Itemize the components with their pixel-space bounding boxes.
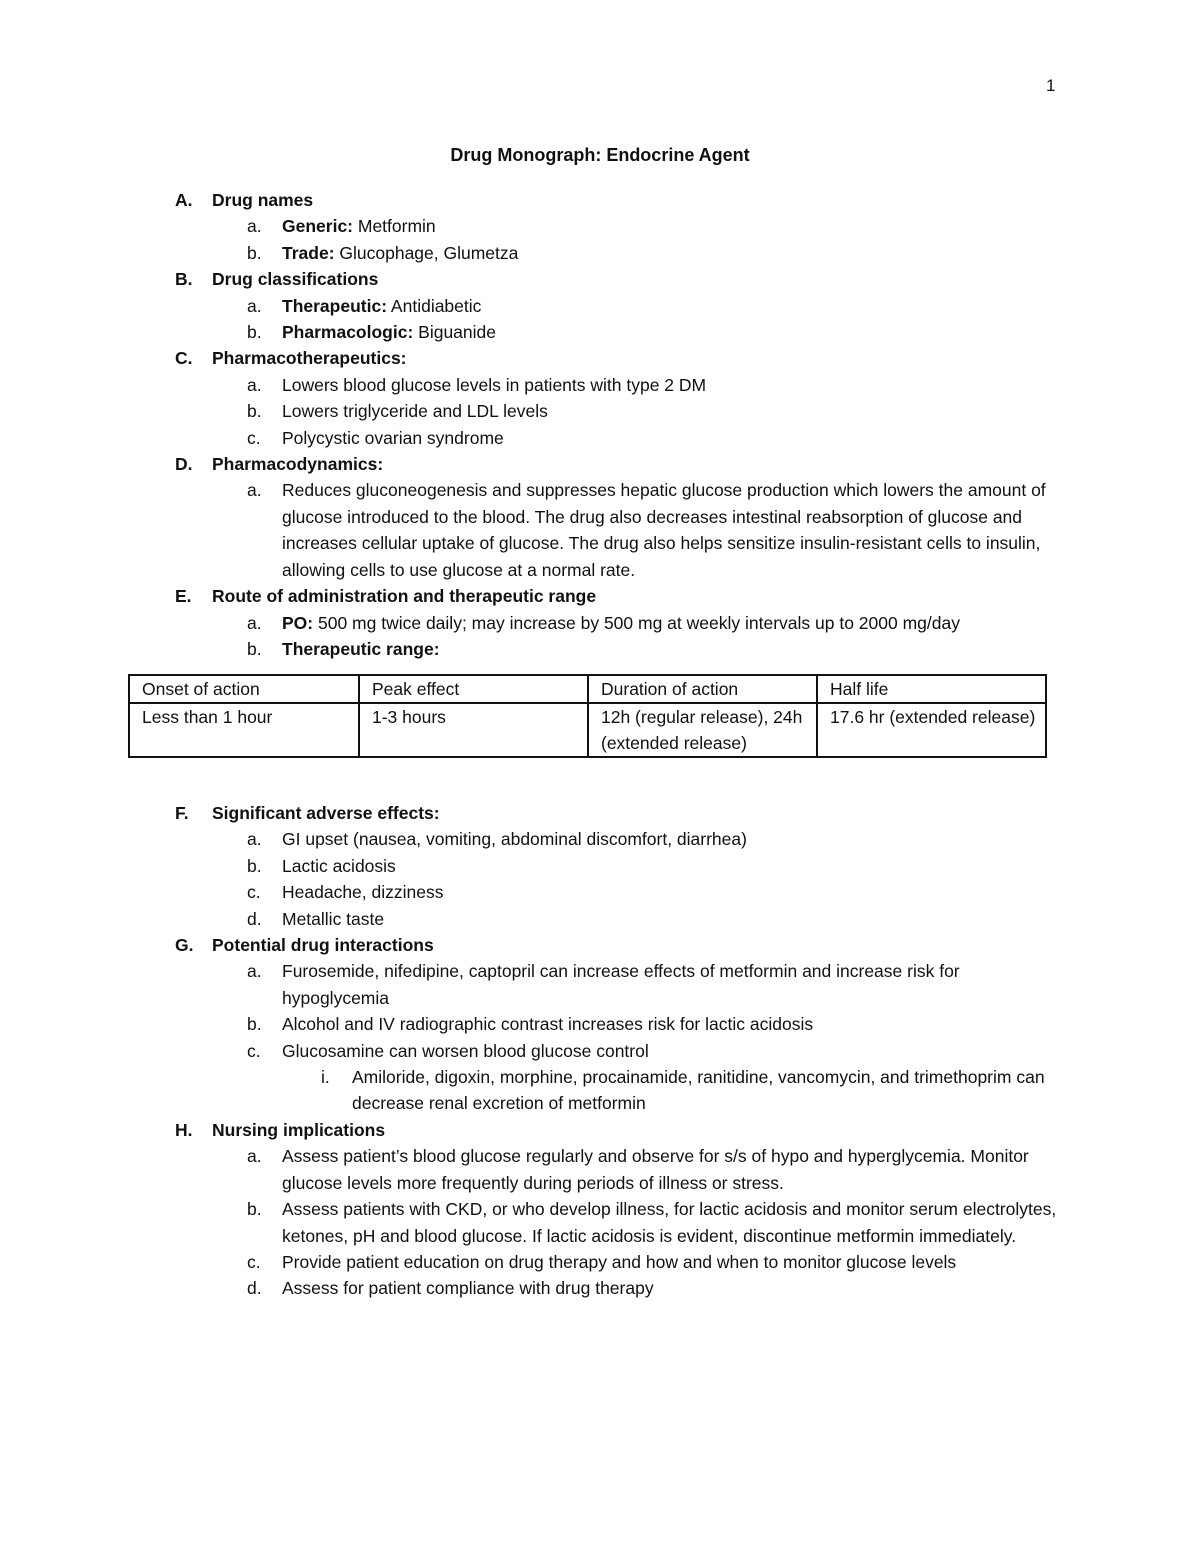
section-marker: E.	[175, 586, 192, 607]
section-d	[175, 451, 1065, 477]
table-cell: 1-3 hours	[359, 703, 588, 757]
table-header-row	[129, 675, 1046, 703]
section-heading: Pharmacotherapeutics:	[212, 348, 407, 369]
table-header-cell: Half life	[817, 675, 1046, 703]
item-marker: a.	[247, 295, 262, 316]
section-marker: B.	[175, 269, 193, 290]
item-marker: a.	[247, 612, 262, 633]
list-item	[247, 1011, 1065, 1037]
item-text: Assess patient’s blood glucose regularly and observe for s/s of hypo and hyperglycemia. Monitor glucose levels more frequently during periods of illness or stress.	[282, 1146, 1029, 1193]
list-item	[247, 319, 1065, 345]
section-h	[175, 1117, 1065, 1143]
outline-top	[175, 187, 1065, 662]
list-item	[247, 636, 1065, 662]
section-a	[175, 187, 1065, 213]
item-marker: c.	[247, 427, 261, 448]
item-text: 500 mg twice daily; may increase by 500 mg at weekly intervals up to 2000 mg/day	[313, 612, 960, 633]
section-marker: F.	[175, 803, 189, 823]
section-b	[175, 266, 1065, 292]
item-text: Lowers triglyceride and LDL levels	[282, 401, 548, 422]
section-marker: A.	[175, 190, 193, 210]
section-heading: Drug names	[212, 190, 314, 210]
section-heading: Drug classifications	[212, 269, 379, 290]
item-text: Provide patient education on drug therapy and how and when to monitor glucose levels	[282, 1251, 957, 1272]
subitem-marker: i.	[321, 1067, 330, 1088]
section-f	[175, 800, 1065, 826]
item-text: Lactic acidosis	[282, 855, 396, 876]
item-text: Assess patients with CKD, or who develop illness, for lactic acidosis and monitor serum electrolytes, ketones, pH and blood glucose. If lactic acidosis is evident, discontinue metformin immediately.	[282, 1199, 1057, 1246]
table-header-cell: Peak effect	[359, 675, 588, 703]
item-text: Headache, dizziness	[282, 882, 444, 903]
section-heading: Significant adverse effects:	[212, 803, 440, 823]
section-marker: G.	[175, 935, 194, 956]
list-subitem	[317, 1064, 1065, 1117]
item-label: Therapeutic:	[282, 295, 388, 316]
list-item	[247, 879, 1065, 905]
item-text: Lowers blood glucose levels in patients with type 2 DM	[282, 374, 707, 395]
section-marker: D.	[175, 454, 193, 475]
list-item	[247, 293, 1065, 319]
item-marker: b.	[247, 322, 262, 343]
item-marker: a.	[247, 216, 262, 237]
list-item	[247, 398, 1065, 424]
list-item	[247, 958, 1065, 1011]
table-cell: 12h (regular release), 24h (extended release)	[588, 703, 817, 757]
list-item	[247, 610, 1065, 636]
item-marker: a.	[247, 1146, 262, 1167]
item-marker: c.	[247, 1251, 261, 1272]
item-marker: a.	[247, 480, 262, 501]
item-text: Glucosamine can worsen blood glucose control	[282, 1040, 649, 1061]
list-item	[247, 826, 1065, 852]
item-text: Metallic taste	[282, 908, 385, 929]
item-marker: b.	[247, 1199, 262, 1220]
section-heading: Route of administration and therapeutic range	[212, 586, 597, 607]
list-item	[247, 1275, 1065, 1301]
list-item	[247, 240, 1065, 266]
item-marker: d.	[247, 908, 262, 929]
item-text: Furosemide, nifedipine, captopril can increase effects of metformin and increase risk for hypoglycemia	[282, 961, 960, 1008]
item-marker: b.	[247, 401, 262, 422]
item-text: Metformin	[353, 216, 436, 237]
document-title: Drug Monograph: Endocrine Agent	[450, 145, 750, 165]
item-text: Alcohol and IV radiographic contrast increases risk for lactic acidosis	[282, 1014, 814, 1035]
item-marker: a.	[247, 374, 262, 395]
item-text: Assess for patient compliance with drug therapy	[282, 1278, 654, 1299]
section-heading: Pharmacodynamics:	[212, 454, 384, 475]
item-marker: b.	[247, 638, 262, 659]
therapeutic-range-table	[128, 674, 1047, 758]
list-item	[247, 477, 1065, 583]
item-label: Generic:	[282, 216, 353, 237]
item-marker: b.	[247, 1014, 262, 1035]
item-marker: a.	[247, 829, 262, 850]
item-text: GI upset (nausea, vomiting, abdominal discomfort, diarrhea)	[282, 829, 747, 850]
item-label: Pharmacologic:	[282, 322, 414, 343]
outline-bottom	[175, 800, 1065, 1302]
item-text: Reduces gluconeogenesis and suppresses hepatic glucose production which lowers the amount of glucose introduced to the blood. The drug also decreases intestinal reabsorption of glucose and increases cellular uptake of glucose. The drug also helps sensitize insulin-resistant cells to insulin, allowing cells to use glucose at a normal rate.	[282, 480, 1046, 580]
section-g	[175, 932, 1065, 958]
item-label: Therapeutic range:	[282, 638, 440, 659]
item-text: Polycystic ovarian syndrome	[282, 427, 504, 448]
item-text: Biguanide	[413, 322, 497, 343]
list-item	[247, 213, 1065, 239]
list-item	[247, 425, 1065, 451]
page-number: 1	[1046, 76, 1056, 95]
section-heading: Potential drug interactions	[212, 935, 434, 956]
list-item	[247, 1249, 1065, 1275]
table-cell: 17.6 hr (extended release)	[817, 703, 1046, 757]
list-item	[247, 1196, 1065, 1249]
list-item	[247, 372, 1065, 398]
section-marker: C.	[175, 348, 193, 369]
table-row	[129, 703, 1046, 757]
item-marker: d.	[247, 1278, 262, 1299]
table-cell: Less than 1 hour	[129, 703, 359, 757]
list-item	[247, 1038, 1065, 1064]
section-heading: Nursing implications	[212, 1119, 386, 1140]
item-text: Antidiabetic	[387, 295, 482, 316]
subitem-text: Amiloride, digoxin, morphine, procainamide, ranitidine, vancomycin, and trimethoprim can decrease renal excretion of metformin	[352, 1067, 1045, 1114]
item-marker: b.	[247, 855, 262, 876]
list-item	[247, 853, 1065, 879]
table-header-cell: Onset of action	[129, 675, 359, 703]
item-marker: b.	[247, 242, 262, 263]
list-item	[247, 1143, 1065, 1196]
table-header-cell: Duration of action	[588, 675, 817, 703]
item-text: Glucophage, Glumetza	[334, 242, 519, 263]
section-e	[175, 583, 1065, 609]
item-marker: c.	[247, 882, 261, 903]
section-marker: H.	[175, 1119, 193, 1140]
item-label: PO:	[282, 612, 314, 633]
list-item	[247, 906, 1065, 932]
item-label: Trade:	[282, 242, 335, 263]
item-marker: a.	[247, 961, 262, 982]
section-c	[175, 345, 1065, 371]
item-marker: c.	[247, 1040, 261, 1061]
